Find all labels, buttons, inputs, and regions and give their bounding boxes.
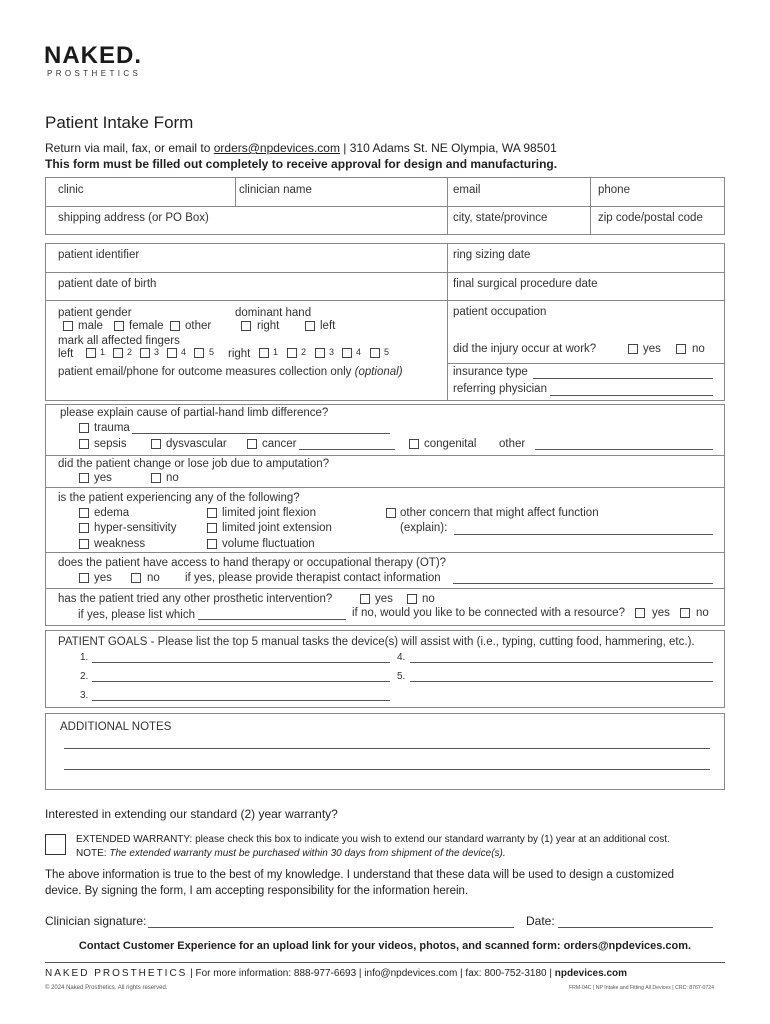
prosthetic-yes-checkbox[interactable] (360, 594, 370, 604)
sepsis-label: sepsis (94, 438, 127, 450)
resource-yes-checkbox[interactable] (635, 608, 645, 618)
trauma-label: trauma (94, 422, 130, 434)
job-change-question: did the patient change or lose job due to amputation? (58, 458, 330, 470)
job-change-no-checkbox[interactable] (151, 473, 161, 483)
other-concern-checkbox[interactable] (386, 508, 396, 518)
date-input[interactable] (558, 927, 713, 928)
therapy-question: does the patient have access to hand therapy or occupational therapy (OT)? (58, 557, 447, 569)
injury-at-work-label: did the injury occur at work? (453, 343, 597, 355)
notes-line-1[interactable] (64, 748, 710, 749)
trauma-checkbox[interactable] (79, 423, 89, 433)
congenital-label: congenital (424, 438, 477, 450)
other-cause-label: other (499, 438, 526, 450)
right-finger-1-label: 1 (273, 347, 279, 357)
insurance-type-input[interactable] (533, 378, 713, 379)
city-state-field[interactable]: city, state/province (453, 212, 548, 224)
job-change-yes-label: yes (94, 472, 112, 484)
date-label: Date: (526, 914, 555, 928)
right-finger-4-checkbox[interactable] (342, 348, 352, 358)
therapy-no-label: no (147, 572, 160, 584)
orders-email-link[interactable]: orders@npdevices.com (213, 141, 340, 155)
goal-5-input[interactable] (410, 681, 713, 682)
left-finger-5-label: 5 (209, 347, 215, 357)
explain-input[interactable] (454, 534, 713, 535)
referring-physician-input[interactable] (550, 395, 713, 396)
right-finger-4-label: 4 (356, 347, 362, 357)
hypersensitivity-label: hyper-sensitivity (94, 522, 177, 534)
ring-sizing-date-field[interactable]: ring sizing date (453, 249, 531, 261)
left-finger-2-label: 2 (127, 347, 133, 357)
return-instructions: Return via mail, fax, or email to orders@npdevices.com | 310 Adams St. NE Olympia, WA 98501 (45, 141, 557, 155)
therapist-info-label: if yes, please provide therapist contact information (185, 572, 441, 584)
goals-header: PATIENT GOALS - Please list the top 5 manual tasks the device(s) will assist with (i.e., typing, cutting food, hammering, etc.). (58, 636, 695, 648)
left-finger-1-label: 1 (100, 347, 106, 357)
cancer-label: cancer (262, 438, 297, 450)
phone-field[interactable]: phone (598, 184, 630, 196)
gender-male-label: male (78, 320, 103, 332)
referring-physician-label: referring physician (453, 383, 547, 395)
job-change-yes-checkbox[interactable] (79, 473, 89, 483)
resource-yes-label: yes (652, 607, 670, 619)
experiencing-question: is the patient experiencing any of the following? (58, 492, 300, 504)
attestation-line-2: device. By signing the form, I am accepting responsibility for the information herein. (45, 885, 469, 897)
weakness-label: weakness (94, 538, 146, 550)
patient-occupation-field[interactable]: patient occupation (453, 306, 547, 318)
cause-question: please explain cause of partial-hand limb difference? (60, 407, 329, 419)
prosthetic-question: has the patient tried any other prosthetic intervention? (58, 593, 333, 605)
prosthetic-yes-label: yes (375, 593, 393, 605)
left-finger-3-checkbox[interactable] (140, 348, 150, 358)
cancer-input[interactable] (299, 449, 395, 450)
goal-1-number: 1. (80, 652, 89, 663)
hand-left-label: left (320, 320, 336, 332)
goal-5-number: 5. (397, 671, 406, 682)
goal-4-input[interactable] (410, 662, 713, 663)
resource-question: if no, would you like to be connected with a resource? (352, 607, 625, 619)
therapy-yes-checkbox[interactable] (79, 573, 89, 583)
left-finger-4-label: 4 (181, 347, 187, 357)
additional-notes-header: ADDITIONAL NOTES (60, 721, 172, 733)
resource-no-checkbox[interactable] (680, 608, 690, 618)
clinician-signature-input[interactable] (148, 927, 514, 928)
attestation-line-1: The above information is true to the best of my knowledge. I understand that these data will be used to design a customized (45, 869, 675, 881)
limited-extension-label: limited joint extension (222, 522, 332, 534)
hand-right-label: right (257, 320, 280, 332)
left-hand-label: left (58, 348, 74, 360)
right-finger-5-label: 5 (384, 347, 390, 357)
email-field[interactable]: email (453, 184, 481, 196)
extended-warranty-checkbox[interactable] (45, 834, 66, 855)
limited-flexion-label: limited joint flexion (222, 507, 316, 519)
affected-fingers-label: mark all affected fingers (58, 335, 180, 347)
prosthetic-no-label: no (422, 593, 435, 605)
goal-4-number: 4. (397, 652, 406, 663)
zip-field[interactable]: zip code/postal code (598, 212, 703, 224)
injury-at-work-no-checkbox[interactable] (676, 344, 686, 354)
list-which-label: if yes, please list which (78, 609, 195, 621)
edema-checkbox[interactable] (79, 508, 89, 518)
goal-2-input[interactable] (92, 681, 390, 682)
explain-label: (explain): (400, 522, 448, 534)
clinic-field[interactable]: clinic (58, 184, 84, 196)
patient-gender-label: patient gender (58, 307, 132, 319)
hypersensitivity-checkbox[interactable] (79, 523, 89, 533)
other-concern-label: other concern that might affect function (400, 507, 599, 519)
injury-at-work-yes-checkbox[interactable] (628, 344, 638, 354)
clinician-name-field[interactable]: clinician name (239, 184, 312, 196)
right-finger-1-checkbox[interactable] (259, 348, 269, 358)
completion-notice: This form must be filled out completely to receive approval for design and manufacturing. (45, 157, 558, 171)
gender-female-checkbox[interactable] (114, 321, 124, 331)
resource-no-label: no (696, 607, 709, 619)
form-code: FRM-04C | NP Intake and Fitting All Devices | CRC: 8767-0724 (569, 985, 715, 991)
company-logo-subtitle: PROSTHETICS (47, 69, 142, 78)
final-surgical-date-field[interactable]: final surgical procedure date (453, 278, 598, 290)
edema-label: edema (94, 507, 130, 519)
clinician-signature-label: Clinician signature: (45, 914, 147, 928)
notes-line-2[interactable] (64, 769, 710, 770)
right-finger-3-checkbox[interactable] (315, 348, 325, 358)
left-finger-1-checkbox[interactable] (86, 348, 96, 358)
shipping-address-field[interactable]: shipping address (or PO Box) (58, 212, 209, 224)
injury-at-work-no-label: no (692, 343, 705, 355)
right-finger-3-label: 3 (329, 347, 335, 357)
goal-2-number: 2. (80, 671, 89, 682)
limited-flexion-checkbox[interactable] (207, 508, 217, 518)
volume-fluctuation-checkbox[interactable] (207, 539, 217, 549)
goal-3-number: 3. (80, 690, 89, 701)
copyright: © 2024 Naked Prosthetics. All rights reserved. (45, 985, 168, 991)
cancer-checkbox[interactable] (247, 439, 257, 449)
trauma-input[interactable] (132, 433, 390, 434)
prosthetic-no-checkbox[interactable] (407, 594, 417, 604)
website-link[interactable]: npdevices.com (554, 968, 628, 979)
goal-1-input[interactable] (92, 662, 390, 663)
limited-extension-checkbox[interactable] (207, 523, 217, 533)
left-finger-2-checkbox[interactable] (113, 348, 123, 358)
gender-other-checkbox[interactable] (170, 321, 180, 331)
job-change-no-label: no (166, 472, 179, 484)
goal-3-input[interactable] (92, 700, 390, 701)
gender-other-label: other (185, 320, 212, 332)
injury-at-work-yes-label: yes (643, 343, 661, 355)
page-title: Patient Intake Form (45, 113, 194, 132)
therapy-yes-label: yes (94, 572, 112, 584)
left-finger-5-checkbox[interactable] (194, 348, 204, 358)
left-finger-4-checkbox[interactable] (167, 348, 177, 358)
email-phone-outcome-field[interactable]: patient email/phone for outcome measures collection only (optional) (58, 366, 403, 378)
other-cause-input[interactable] (535, 449, 713, 450)
right-hand-label: right (228, 348, 251, 360)
hand-left-checkbox[interactable] (305, 321, 315, 331)
footer-info: NAKED PROSTHETICS | For more information: 888-977-6693 | info@npdevices.com | fax: 800-752-3180 | npdevices.com (45, 968, 628, 979)
left-finger-3-label: 3 (154, 347, 160, 357)
hand-right-checkbox[interactable] (241, 321, 251, 331)
right-finger-5-checkbox[interactable] (370, 348, 380, 358)
dominant-hand-label: dominant hand (235, 307, 312, 319)
congenital-checkbox[interactable] (409, 439, 419, 449)
insurance-type-label: insurance type (453, 366, 528, 378)
right-finger-2-label: 2 (301, 347, 307, 357)
right-finger-2-checkbox[interactable] (287, 348, 297, 358)
warranty-note: NOTE: The extended warranty must be purchased within 30 days from shipment of the device(s). (76, 848, 506, 859)
company-logo: NAKED. (44, 42, 143, 69)
weakness-checkbox[interactable] (79, 539, 89, 549)
contact-notice: Contact Customer Experience for an upload link for your videos, photos, and scanned form: orders@npdevices.com. (78, 940, 692, 952)
patient-dob-field[interactable]: patient date of birth (58, 278, 157, 290)
sepsis-checkbox[interactable] (79, 439, 89, 449)
gender-male-checkbox[interactable] (63, 321, 73, 331)
volume-fluctuation-label: volume fluctuation (222, 538, 315, 550)
warranty-question: Interested in extending our standard (2) year warranty? (45, 807, 338, 821)
therapy-no-checkbox[interactable] (131, 573, 141, 583)
dysvascular-label: dysvascular (166, 438, 227, 450)
patient-identifier-field[interactable]: patient identifier (58, 249, 140, 261)
therapist-info-input[interactable] (453, 583, 713, 584)
dysvascular-checkbox[interactable] (151, 439, 161, 449)
gender-female-label: female (129, 320, 164, 332)
list-which-input[interactable] (198, 619, 346, 620)
extended-warranty-text: EXTENDED WARRANTY: please check this box to indicate you wish to extend our standard warranty by (1) year at an additional cost. (76, 834, 670, 845)
